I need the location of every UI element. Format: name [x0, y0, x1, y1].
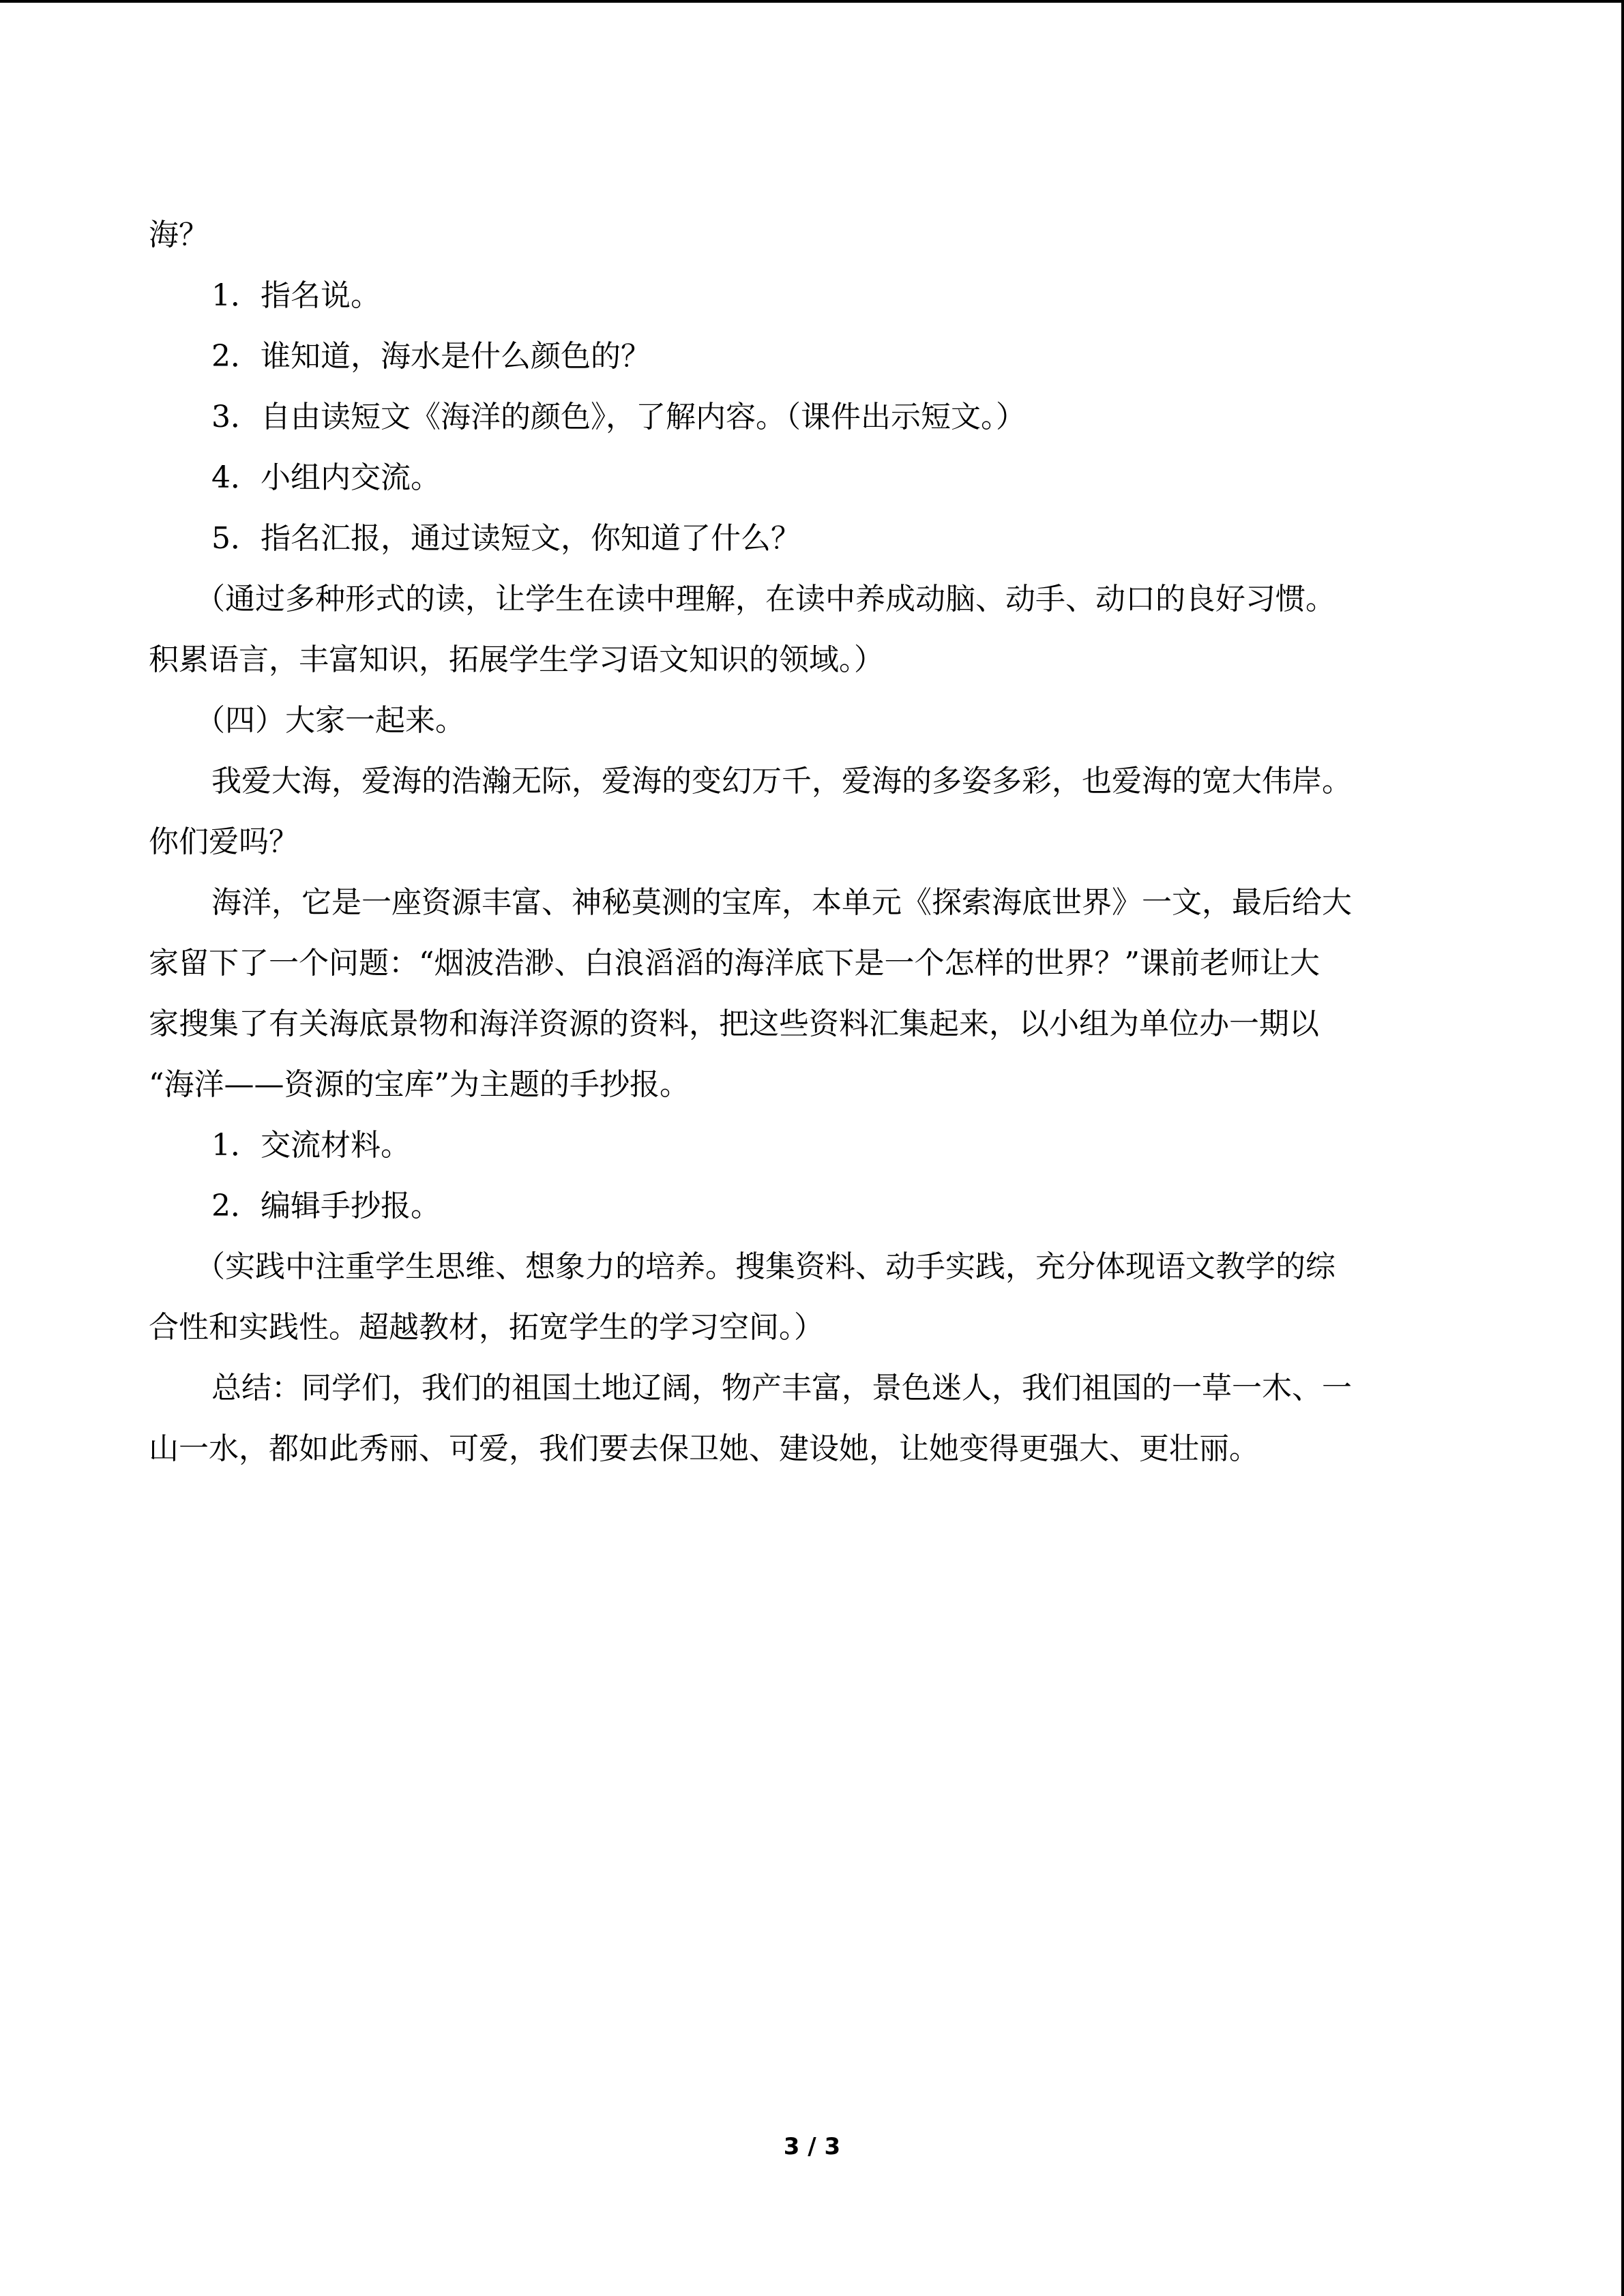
teaching-note: 合性和实践性。超越教材，拓宽学生的学习空间。）: [149, 1310, 824, 1345]
paragraph-line: 家留下了一个问题：“烟波浩渺、白浪滔滔的海洋底下是一个怎样的世界？”课前老师让大: [149, 946, 1320, 981]
section-heading: （四）大家一起来。: [195, 703, 465, 738]
teaching-note: 积累语言，丰富知识，拓展学生学习语文知识的领域。）: [149, 642, 884, 677]
document-body: [149, 205, 1458, 1479]
list-item: 4．小组内交流。: [211, 460, 441, 495]
paragraph-line: 我爱大海，爱海的浩瀚无际，爱海的变幻万千，爱海的多姿多彩，也爱海的宽大伟岸。: [211, 764, 1352, 799]
page-number: 3 / 3: [783, 2133, 841, 2160]
paragraph-line: “海洋——资源的宝库”为主题的手抄报。: [149, 1067, 690, 1102]
list-item: 2．谁知道，海水是什么颜色的？: [211, 339, 651, 374]
list-item: 1．交流材料。: [211, 1128, 411, 1163]
list-item: 2．编辑手抄报。: [211, 1189, 441, 1223]
paragraph-line: 你们爱吗？: [149, 824, 299, 859]
text-line: 海？: [149, 218, 209, 252]
page-border-top: [0, 0, 1624, 3]
summary-line: 总结：同学们，我们的祖国土地辽阔，物产丰富，景色迷人，我们祖国的一草一木、一: [211, 1371, 1352, 1405]
summary-line: 山一水，都如此秀丽、可爱，我们要去保卫她、建设她，让她变得更强大、更壮丽。: [149, 1431, 1259, 1466]
paragraph-line: 家搜集了有关海底景物和海洋资源的资料，把这些资料汇集起来，以小组为单位办一期以: [149, 1007, 1319, 1041]
teaching-note: （实践中注重学生思维、想象力的培养。搜集资料、动手实践，充分体现语文教学的综: [195, 1249, 1335, 1284]
list-item: 1．指名说。: [211, 278, 381, 313]
list-item: 3．自由读短文《海洋的颜色》，了解内容。（课件出示短文。）: [211, 400, 1026, 434]
page-border-right: [1621, 0, 1624, 2296]
paragraph-line: 海洋，它是一座资源丰富、神秘莫测的宝库，本单元《探索海底世界》一文，最后给大: [211, 885, 1352, 920]
teaching-note: （通过多种形式的读，让学生在读中理解，在读中养成动脑、动手、动口的良好习惯。: [195, 582, 1335, 616]
list-item: 5．指名汇报，通过读短文，你知道了什么？: [211, 521, 801, 556]
